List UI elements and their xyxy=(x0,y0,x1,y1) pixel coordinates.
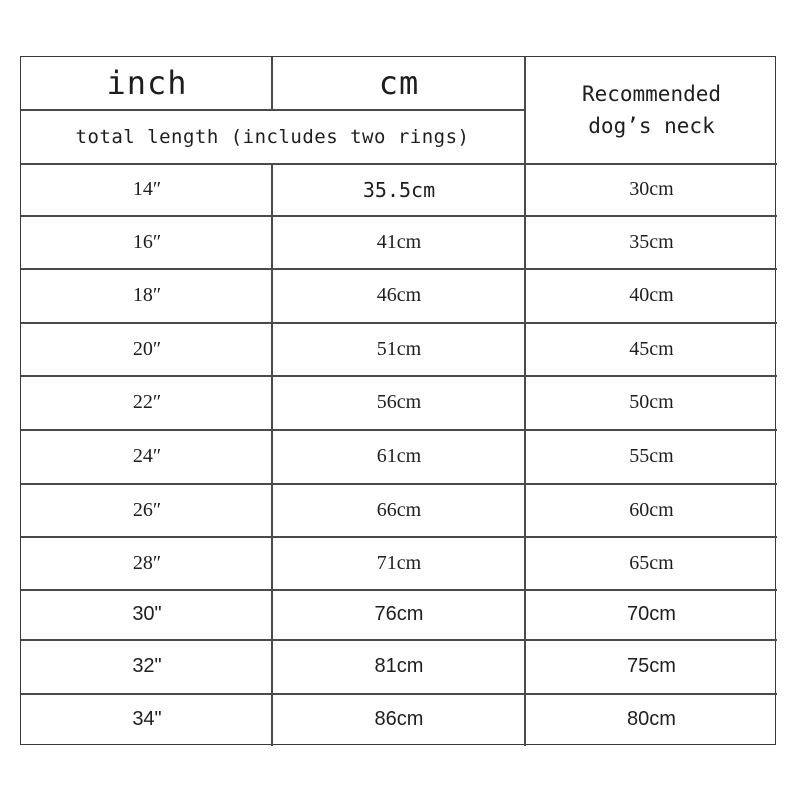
cell-neck: 55cm xyxy=(629,445,674,467)
cell-cm: 76cm xyxy=(374,603,424,625)
cell-cm: 35.5cm xyxy=(362,177,436,202)
cell-neck: 50cm xyxy=(629,391,674,413)
header-recommended-line1: Recommended xyxy=(581,82,722,106)
cell-inch: 34" xyxy=(132,707,162,730)
cell-cm: 46cm xyxy=(376,284,422,306)
cell-cm: 41cm xyxy=(376,230,422,253)
cell-inch: 22″ xyxy=(132,391,162,413)
cell-cm: 51cm xyxy=(376,337,422,360)
cell-neck: 30cm xyxy=(629,178,674,200)
cell-neck: 60cm xyxy=(629,498,674,521)
header-recommended-neck xyxy=(526,57,777,163)
cell-inch: 30" xyxy=(132,603,162,625)
cell-inch: 20″ xyxy=(132,337,162,360)
cell-cm: 66cm xyxy=(376,498,422,521)
cell-neck: 40cm xyxy=(629,284,674,306)
cell-neck: 45cm xyxy=(629,337,674,360)
cell-inch: 18″ xyxy=(132,284,162,306)
cell-inch: 26″ xyxy=(132,498,162,521)
cell-inch: 28″ xyxy=(132,551,162,574)
cell-cm: 81cm xyxy=(374,655,424,677)
cell-neck: 75cm xyxy=(627,655,676,677)
cell-inch: 14″ xyxy=(132,178,162,200)
cell-inch: 16″ xyxy=(132,230,162,253)
cell-cm: 71cm xyxy=(376,551,422,574)
cell-neck: 65cm xyxy=(629,551,674,574)
cell-cm: 56cm xyxy=(376,391,422,413)
header-cm: cm xyxy=(378,64,420,102)
cell-cm: 86cm xyxy=(374,707,424,730)
cell-neck: 35cm xyxy=(629,230,674,253)
size-chart-table xyxy=(20,56,776,745)
cell-cm: 61cm xyxy=(376,445,422,467)
cell-neck: 70cm xyxy=(627,603,676,625)
header-inch: inch xyxy=(106,64,188,102)
cell-inch: 24″ xyxy=(132,445,162,467)
cell-neck: 80cm xyxy=(627,707,676,730)
header-total-length: total length (includes two rings) xyxy=(75,125,470,148)
header-recommended-line2: dog’s neck xyxy=(588,114,715,138)
cell-inch: 32" xyxy=(132,655,162,677)
